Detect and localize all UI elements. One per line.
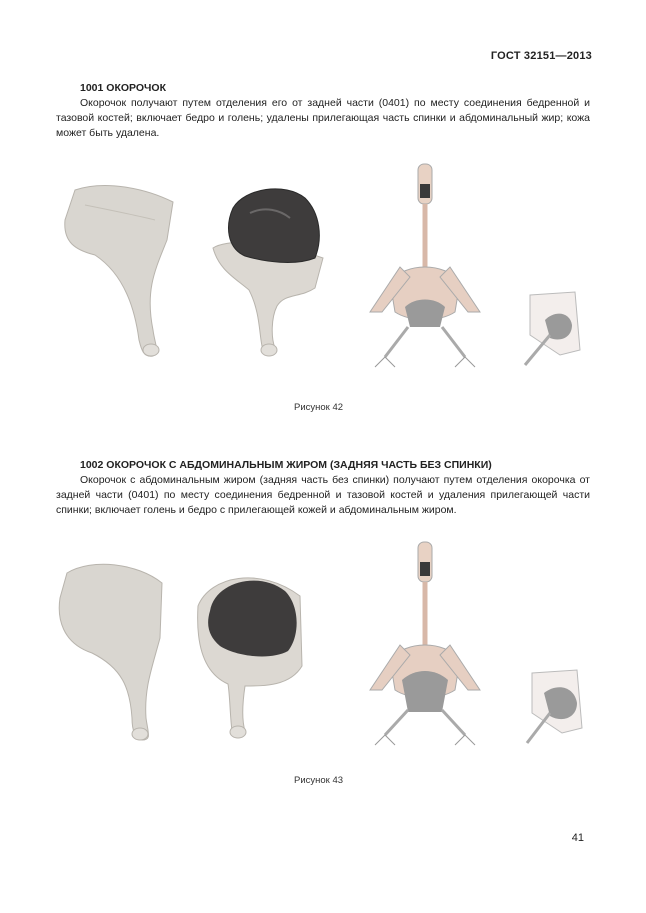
page-number: 41 <box>571 832 584 844</box>
leg-detail-diagram-43 <box>522 668 592 748</box>
section-text-1002: Окорочок с абдоминальным жиром (задняя часть без спинки) получают путем отделения окорочка от задней части (0401) по месту соединения бедренной и тазовой костей и удаления прилегающей части спинки; включает голень и бедро с прилегающей кожей и абдоминальным жиром. <box>56 474 590 516</box>
standard-number: ГОСТ 32151—2013 <box>490 50 592 62</box>
leg-detail-diagram-42 <box>520 290 590 370</box>
figure-43-caption: Рисунок 43 <box>294 775 344 786</box>
section-text-1001: Окорочок получают путем отделения его от задней части (0401) по месту соединения бедренной и тазовой костей; включает бедро и голень; удалены прилегающая часть спинки и абдоминальный жир; кожа может быть удалена. <box>56 97 590 139</box>
leg-photo-skin-fat <box>52 558 172 743</box>
skeleton-diagram-42 <box>360 162 500 374</box>
section-heading-1002: 1002 ОКОРОЧОК С АБДОМИНАЛЬНЫМ ЖИРОМ (ЗАДНЯЯ ЧАСТЬ БЕЗ СПИНКИ) <box>80 459 492 471</box>
section-heading-1001: 1001 ОКОРОЧОК <box>80 82 167 94</box>
leg-photo-meat-fat <box>190 556 310 741</box>
figure-42-caption: Рисунок 42 <box>294 402 344 413</box>
leg-photo-skin <box>55 180 185 360</box>
skeleton-diagram-43 <box>360 540 500 752</box>
leg-photo-meat <box>205 178 330 360</box>
